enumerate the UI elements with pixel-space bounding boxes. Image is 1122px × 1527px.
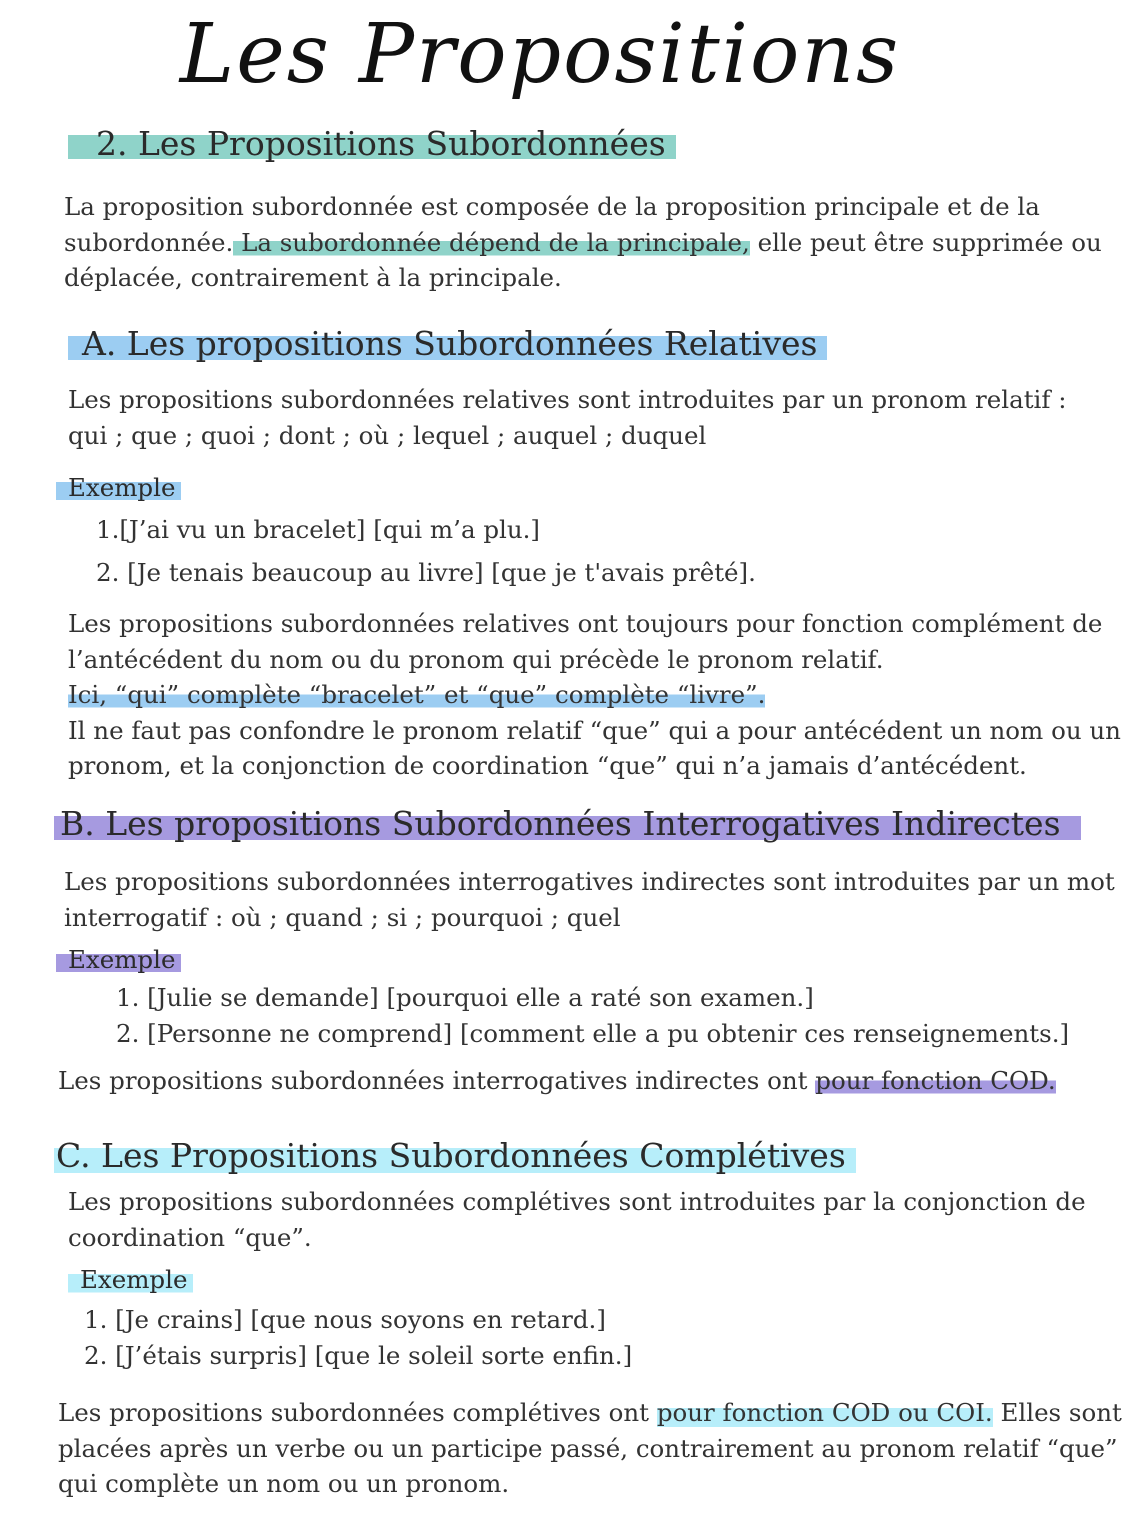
list-item: 1. [Julie se demande] [pourquoi elle a raté son examen.] [116,983,814,1012]
paragraph-line: La proposition subordonnée est composée de la proposition principale et de la [64,192,1040,221]
paragraph-line: déplacée, contrairement à la principale. [64,263,562,292]
list-item: 2. [Je tenais beaucoup au livre] [que je t'avais prêté]. [96,558,756,587]
section-b-heading-text: B. Les propositions Subordonnées Interrogatives Indirectes [54,804,1081,844]
section-a-function [68,606,1121,784]
paragraph-line: qui complète un nom ou un pronom. [58,1469,510,1498]
paragraph-line: pronom, et la conjonction de coordination “que” qui n’a jamais d’antécédent. [68,751,1027,780]
list-item: 2. [J’étais surpris] [que le soleil sorte enfin.] [84,1341,633,1370]
section-a-heading-text: A. Les propositions Subordonnées Relatives [68,324,827,364]
section-c-heading [54,1136,856,1176]
section-b-examples [116,980,1069,1052]
section-a-intro [68,382,1067,453]
section-c-examples [84,1302,632,1374]
section-2-heading [68,124,676,164]
list-item: 2. [Personne ne comprend] [comment elle a pu obtenir ces renseignements.] [116,1019,1070,1048]
paragraph-line: Les propositions subordonnées relatives sont introduites par un pronom relatif : [68,385,1067,414]
paragraph-line: Les propositions subordonnées interrogatives indirectes sont introduites par un mot [64,867,1115,896]
section-2-heading-text: 2. Les Propositions Subordonnées [68,124,676,164]
section-2-paragraph [64,189,1102,296]
paragraph-line: Les propositions subordonnées complétives ont pour fonction COD ou COI. Elles sont [58,1398,1122,1427]
section-a-examples [96,508,756,594]
paragraph-line: interrogatif : où ; quand ; si ; pourquoi ; quel [64,902,621,932]
section-c-function [58,1395,1122,1502]
list-item: 1.[J’ai vu un bracelet] [qui m’a plu.] [96,515,540,544]
paragraph-line: Les propositions subordonnées complétives sont introduites par la conjonction de [68,1187,1086,1216]
paragraph-line: Les propositions subordonnées interrogatives indirectes ont pour fonction COD. [58,1066,1056,1095]
paragraph-line [68,677,1121,713]
paragraph-line: Les propositions subordonnées relatives ont toujours pour fonction complément de [68,609,1103,638]
paragraph-line: Il ne faut pas confondre le pronom relatif “que” qui a pour antécédent un nom ou un [68,715,1121,745]
highlighted-text: La subordonnée dépend de la principale, [233,227,750,257]
section-b-function [58,1063,1056,1099]
paragraph-line: qui ; que ; quoi ; dont ; où ; lequel ; auquel ; duquel [68,420,707,450]
paragraph-line: coordination “que”. [68,1222,312,1252]
section-c-example-label: Exemple [68,1265,193,1295]
section-a-heading [68,324,827,364]
highlighted-text: pour fonction COD. [815,1066,1056,1095]
section-b-heading [54,804,1081,844]
section-c-intro [68,1184,1086,1255]
section-b-intro [64,864,1115,935]
highlighted-text: pour fonction COD ou COI. [656,1398,993,1427]
paragraph-line: placées après un verbe ou un participe passé, contrairement au pronom relatif “que” [58,1433,1118,1463]
paragraph-line: subordonnée. La subordonnée dépend de la principale, elle peut être supprimée ou [64,227,1102,257]
section-c-heading-text: C. Les Propositions Subordonnées Complétives [54,1136,856,1176]
page-title: Les Propositions [179,7,901,102]
section-b-example-label: Exemple [56,945,181,975]
list-item: 1. [Je crains] [que nous soyons en retard.] [84,1305,606,1334]
paragraph-line: l’antécédent du nom ou du pronom qui précède le pronom relatif. [68,644,884,674]
section-a-example-label: Exemple [56,473,181,503]
highlighted-text: Ici, “qui” complète “bracelet” et “que” complète “livre”. [68,680,766,709]
